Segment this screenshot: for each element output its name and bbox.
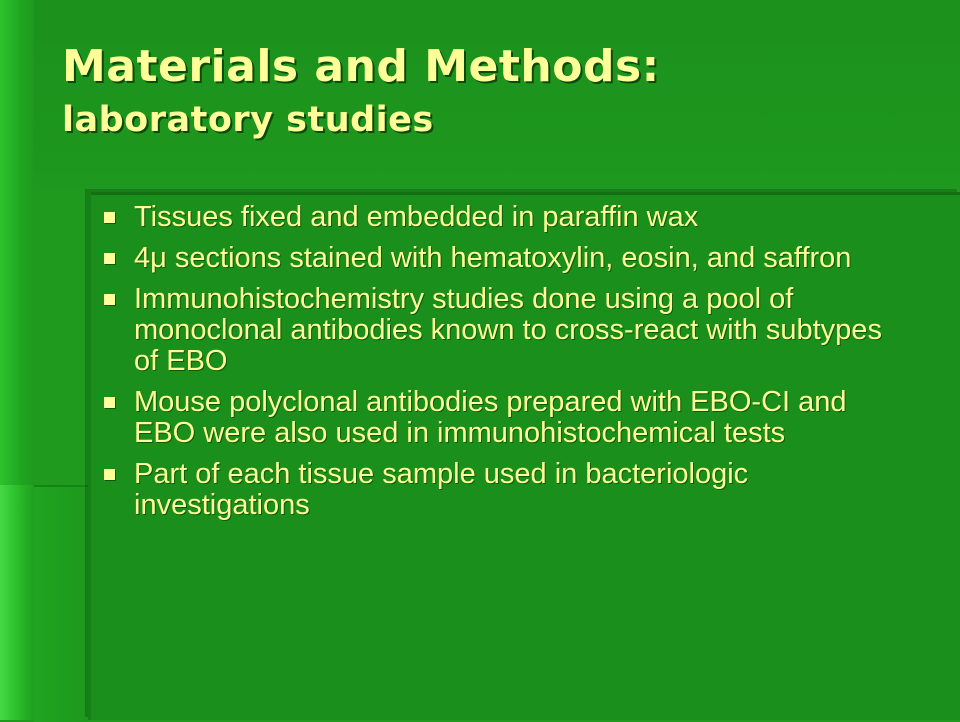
bullet-text: Tissues fixed and embedded in paraffin wax [134,201,699,233]
lower-left-band [34,485,88,722]
bullet-text: Part of each tissue sample used in bacteriologic investigations [134,458,749,521]
bullet-text: Immunohistochemistry studies done using a pool of monoclonal antibodies known to cross-react with subtypes of EBO [134,283,882,377]
bullet-item [100,202,900,233]
square-bullet-icon [104,469,115,480]
slide-title [62,38,922,144]
square-bullet-icon [104,294,115,305]
slide-title-line-2: laboratory studies [62,100,434,140]
bullet-text: 4μ sections stained with hematoxylin, eosin, and saffron [134,242,852,274]
bullet-text: Mouse polyclonal antibodies prepared with EBO-CI and EBO were also used in immunohistochemical tests [134,386,847,449]
bullet-item [100,459,900,521]
content-panel-left-edge [88,192,91,720]
slide-title-line-1: Materials and Methods: [62,41,660,92]
bullet-item [100,243,900,274]
left-accent-strip-lower [0,485,34,720]
square-bullet-icon [104,253,115,264]
bullet-item [100,284,900,377]
content-panel-top-edge [88,192,960,195]
bullet-item [100,387,900,449]
square-bullet-icon [104,212,115,223]
bullet-list [100,202,900,531]
square-bullet-icon [104,397,115,408]
